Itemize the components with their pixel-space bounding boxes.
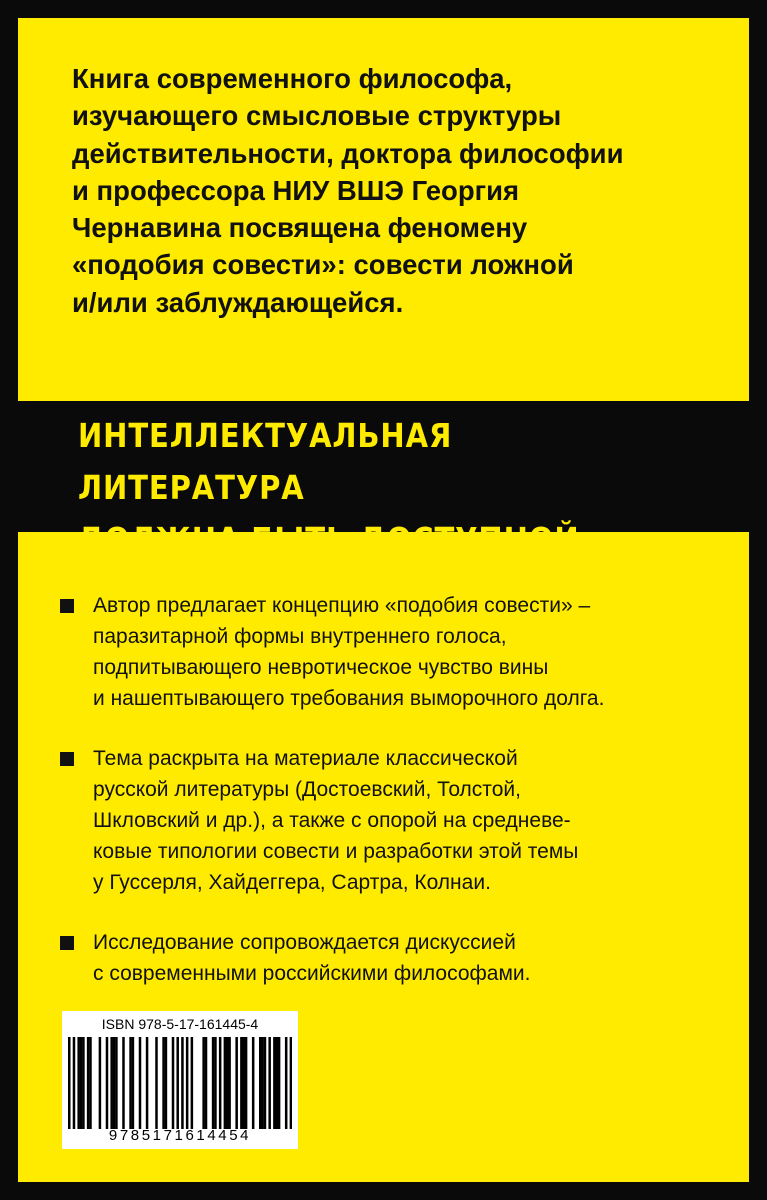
bullet-text: Автор предлагает концепцию «подобия совести» – паразитарной формы внутреннего голоса, подпитывающего невротическое чувство вины и нашептывающего требования выморочного долга. xyxy=(93,594,605,710)
barcode-bar xyxy=(290,1037,292,1129)
slogan-heading: ИНТЕЛЛЕКТУАЛЬНАЯ ЛИТЕРАТУРА xyxy=(78,416,453,507)
barcode-bar xyxy=(259,1037,262,1129)
barcode-bar xyxy=(77,1037,80,1129)
barcode-bar xyxy=(278,1037,281,1129)
barcode-bar xyxy=(235,1037,238,1129)
barcode-bar xyxy=(205,1037,208,1129)
bullet-item xyxy=(60,927,720,989)
isbn-barcode xyxy=(62,1011,298,1149)
barcode-bar xyxy=(214,1037,217,1129)
barcode-bars xyxy=(68,1037,292,1129)
square-bullet-icon xyxy=(60,599,74,613)
barcode-bar xyxy=(268,1037,271,1129)
barcode-bar xyxy=(191,1037,194,1129)
barcode-bar xyxy=(226,1037,229,1129)
barcode-bar xyxy=(115,1037,118,1129)
barcode-bar xyxy=(252,1037,255,1129)
barcode-bar xyxy=(176,1037,179,1129)
barcode-bar xyxy=(68,1037,71,1129)
bullet-list xyxy=(60,590,720,1018)
bullet-item xyxy=(60,743,720,898)
barcode-bar xyxy=(172,1037,175,1129)
barcode-bar xyxy=(146,1037,149,1129)
barcode-bar xyxy=(275,1037,278,1129)
square-bullet-icon xyxy=(60,752,74,766)
barcode-bar xyxy=(162,1037,165,1129)
barcode-bar xyxy=(110,1037,113,1129)
bullet-text: Исследование сопровождается дискуссией с современными российскими философами. xyxy=(93,931,531,985)
barcode-bar xyxy=(202,1037,205,1129)
barcode-bar xyxy=(139,1037,142,1129)
bottom-panel xyxy=(18,532,749,1182)
square-bullet-icon xyxy=(60,936,74,950)
top-panel xyxy=(18,18,749,401)
barcode-bar xyxy=(212,1037,215,1129)
barcode-bar xyxy=(165,1037,168,1129)
barcode-bar xyxy=(106,1037,109,1129)
barcode-bar xyxy=(113,1037,116,1129)
barcode-digits: 9785171614454 xyxy=(108,1127,252,1144)
isbn-label: ISBN 978-5-17-161445-4 xyxy=(101,1016,259,1032)
barcode-bar xyxy=(132,1037,135,1129)
barcode-bar xyxy=(87,1037,90,1129)
barcode-bar xyxy=(82,1037,85,1129)
barcode-bar xyxy=(89,1037,92,1129)
barcode-bar xyxy=(73,1037,76,1129)
barcode-bar xyxy=(186,1037,189,1129)
barcode-bar xyxy=(264,1037,267,1129)
barcode-bar xyxy=(129,1037,132,1129)
intro-text: Книга современного философа, изучающего смысловые структуры действительности, доктора философии и профессора НИУ ВШЭ Георгия Чернавина посвящена феномену «подобия совести»: совести ложной и/или заблуждающейся. xyxy=(72,63,624,318)
barcode-bar xyxy=(181,1037,184,1129)
barcode-bar xyxy=(245,1037,248,1129)
bullet-text: Тема раскрыта на материале классической русской литературы (Достоевский, Толстой, Шкловский и др.), а также с опорой на средневе- ковые типологии совести и разработки этой темы у Гуссерля, Хайдеггера, Сартра, Колнаи. xyxy=(93,747,579,894)
barcode-bar xyxy=(240,1037,243,1129)
barcode-bar xyxy=(261,1037,264,1129)
barcode-bar xyxy=(285,1037,288,1129)
barcode-bar xyxy=(219,1037,222,1129)
barcode-bar xyxy=(273,1037,276,1129)
barcode-bar xyxy=(242,1037,245,1129)
barcode-bar xyxy=(99,1037,102,1129)
barcode-bar xyxy=(155,1037,158,1129)
bullet-item xyxy=(60,590,720,714)
barcode-bar xyxy=(122,1037,125,1129)
barcode-bar xyxy=(228,1037,231,1129)
barcode-bar xyxy=(80,1037,83,1129)
barcode-bar xyxy=(224,1037,227,1129)
